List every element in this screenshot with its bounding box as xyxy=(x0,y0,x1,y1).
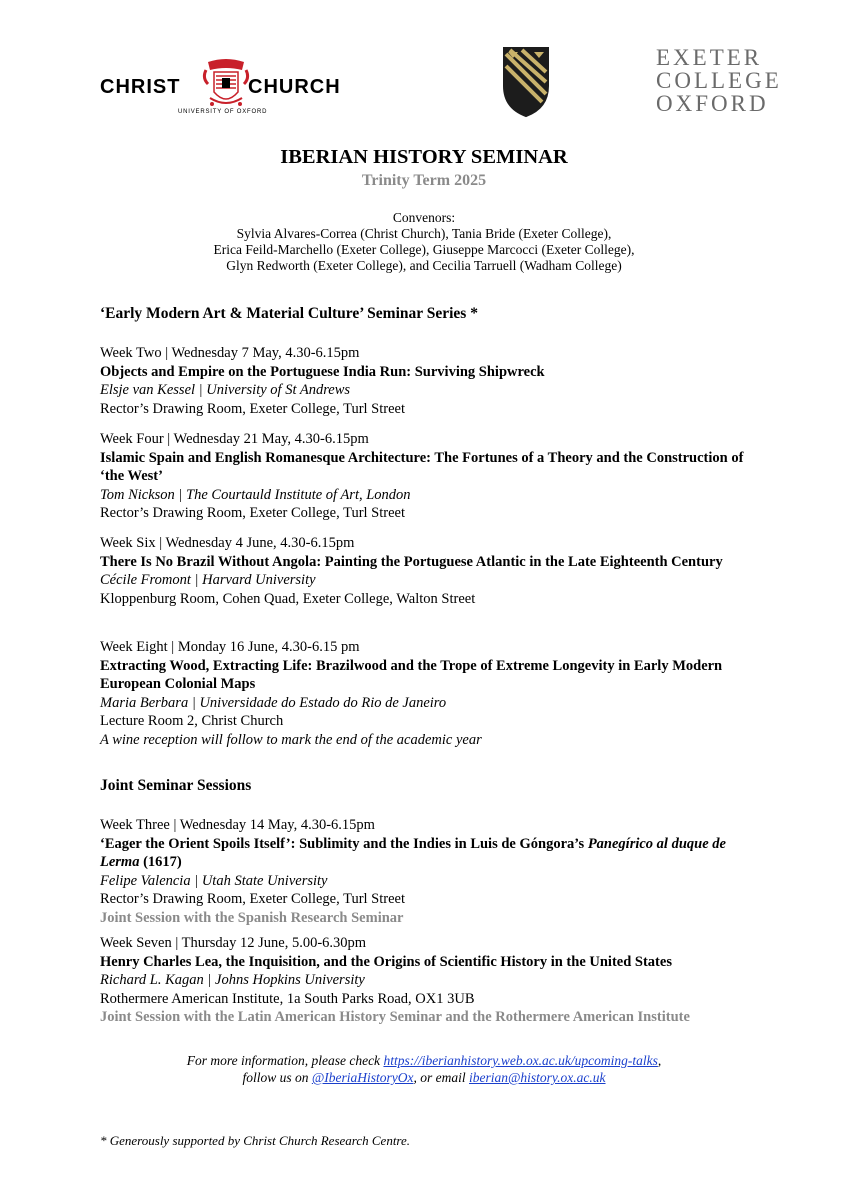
footer-info xyxy=(0,1052,848,1086)
event-title: Objects and Empire on the Portuguese India Run: Surviving Shipwreck xyxy=(100,363,545,380)
footer-line1 xyxy=(0,1052,848,1069)
logo-bar xyxy=(0,0,848,140)
event-venue: Rector’s Drawing Room, Exeter College, Turl Street xyxy=(100,505,405,521)
event-speaker: Cécile Fromont | Harvard University xyxy=(100,572,316,588)
christ-church-logo-right: CHURCH xyxy=(248,76,341,98)
event-week-eight xyxy=(100,638,760,749)
event-title xyxy=(100,835,760,872)
event-week-seven xyxy=(100,934,800,1027)
event-when: Week Six | Wednesday 4 June, 4.30-6.15pm xyxy=(100,535,355,551)
event-when: Week Four | Wednesday 21 May, 4.30-6.15pm xyxy=(100,431,369,447)
christ-church-crest-icon xyxy=(202,58,250,112)
exeter-college-logo xyxy=(656,46,782,115)
event-when: Week Eight | Monday 16 June, 4.30-6.15 pm xyxy=(100,639,360,655)
exeter-shield-icon xyxy=(502,46,550,118)
event-venue: Rector’s Drawing Room, Exeter College, Turl Street xyxy=(100,400,405,417)
event-venue: Lecture Room 2, Christ Church xyxy=(100,713,284,729)
exeter-logo-line2: COLLEGE xyxy=(656,68,782,93)
twitter-link[interactable]: @IberiaHistoryOx xyxy=(311,1070,414,1085)
event-week-three xyxy=(100,816,760,927)
upcoming-talks-link[interactable]: https://iberianhistory.web.ox.ac.uk/upcoming-talks xyxy=(383,1053,658,1068)
christ-church-logo xyxy=(100,58,352,124)
event-title-part1: ‘Eager the Orient Spoils Itself’: Sublimity and the Indies in Luis de Góngora’s xyxy=(100,835,588,852)
joint-heading: Joint Seminar Sessions xyxy=(100,777,252,794)
convenors-line: Glyn Redworth (Exeter College), and Cecilia Tarruell (Wadham College) xyxy=(226,258,622,273)
convenors-line: Sylvia Alvares-Correa (Christ Church), Tania Bride (Exeter College), xyxy=(236,226,612,241)
event-when: Week Three | Wednesday 14 May, 4.30-6.15pm xyxy=(100,817,375,833)
footnote: * Generously supported by Christ Church Research Centre. xyxy=(100,1133,411,1148)
event-joint-with: Joint Session with the Spanish Research Seminar xyxy=(100,909,404,926)
event-venue: Rector’s Drawing Room, Exeter College, Turl Street xyxy=(100,891,405,907)
event-when: Week Seven | Thursday 12 June, 5.00-6.30pm xyxy=(100,935,367,951)
event-title-part2: (1617) xyxy=(139,854,182,870)
footer-line1-suffix: , xyxy=(657,1053,662,1068)
convenors-block xyxy=(0,210,848,274)
event-title: Extracting Wood, Extracting Life: Brazilwood and the Trope of Extreme Longevity in Early Modern European Colonial Maps xyxy=(100,657,723,692)
event-speaker: Richard L. Kagan | Johns Hopkins University xyxy=(100,972,365,988)
footer-line2-mid: , or email xyxy=(413,1070,469,1085)
footer-line2-prefix: follow us on xyxy=(242,1070,312,1085)
exeter-logo-line1: EXETER xyxy=(656,45,763,70)
convenors-label: Convenors: xyxy=(392,210,456,225)
event-week-two xyxy=(100,344,760,418)
event-speaker: Maria Berbara | Universidade do Estado do Rio de Janeiro xyxy=(100,694,447,711)
footer-line2 xyxy=(0,1069,848,1086)
christ-church-logo-left: CHRIST xyxy=(100,76,181,98)
event-venue: Rothermere American Institute, 1a South Parks Road, OX1 3UB xyxy=(100,990,475,1007)
term-subtitle: Trinity Term 2025 xyxy=(361,172,487,189)
event-when: Week Two | Wednesday 7 May, 4.30-6.15pm xyxy=(100,345,360,361)
event-venue: Kloppenburg Room, Cohen Quad, Exeter College, Walton Street xyxy=(100,590,476,607)
event-week-four xyxy=(100,430,760,523)
page-title: IBERIAN HISTORY SEMINAR xyxy=(280,146,568,168)
event-title: There Is No Brazil Without Angola: Painting the Portuguese Atlantic in the Late Eighteenth Century xyxy=(100,553,723,570)
christ-church-logo-sub: UNIVERSITY OF OXFORD xyxy=(178,109,268,115)
series-heading: ‘Early Modern Art & Material Culture’ Seminar Series * xyxy=(100,305,478,322)
event-week-six xyxy=(100,534,760,608)
email-link[interactable]: iberian@history.ox.ac.uk xyxy=(469,1070,606,1085)
event-speaker: Elsje van Kessel | University of St Andrews xyxy=(100,382,351,398)
event-speaker: Tom Nickson | The Courtauld Institute of Art, London xyxy=(100,486,411,503)
event-title: Islamic Spain and English Romanesque Architecture: The Fortunes of a Theory and the Construction of ‘the West’ xyxy=(100,449,744,484)
event-speaker: Felipe Valencia | Utah State University xyxy=(100,872,328,889)
event-note: A wine reception will follow to mark the end of the academic year xyxy=(100,731,482,748)
event-title-italic: Panegírico al duque de Lerma xyxy=(100,835,726,870)
footer-line1-prefix: For more information, please check xyxy=(186,1053,384,1068)
event-joint-with: Joint Session with the Latin American History Seminar and the Rothermere American Institute xyxy=(100,1009,690,1025)
convenors-line: Erica Feild-Marchello (Exeter College), Giuseppe Marcocci (Exeter College), xyxy=(213,242,635,257)
exeter-logo-line3: OXFORD xyxy=(656,91,769,116)
event-title: Henry Charles Lea, the Inquisition, and the Origins of Scientific History in the United States xyxy=(100,953,672,970)
